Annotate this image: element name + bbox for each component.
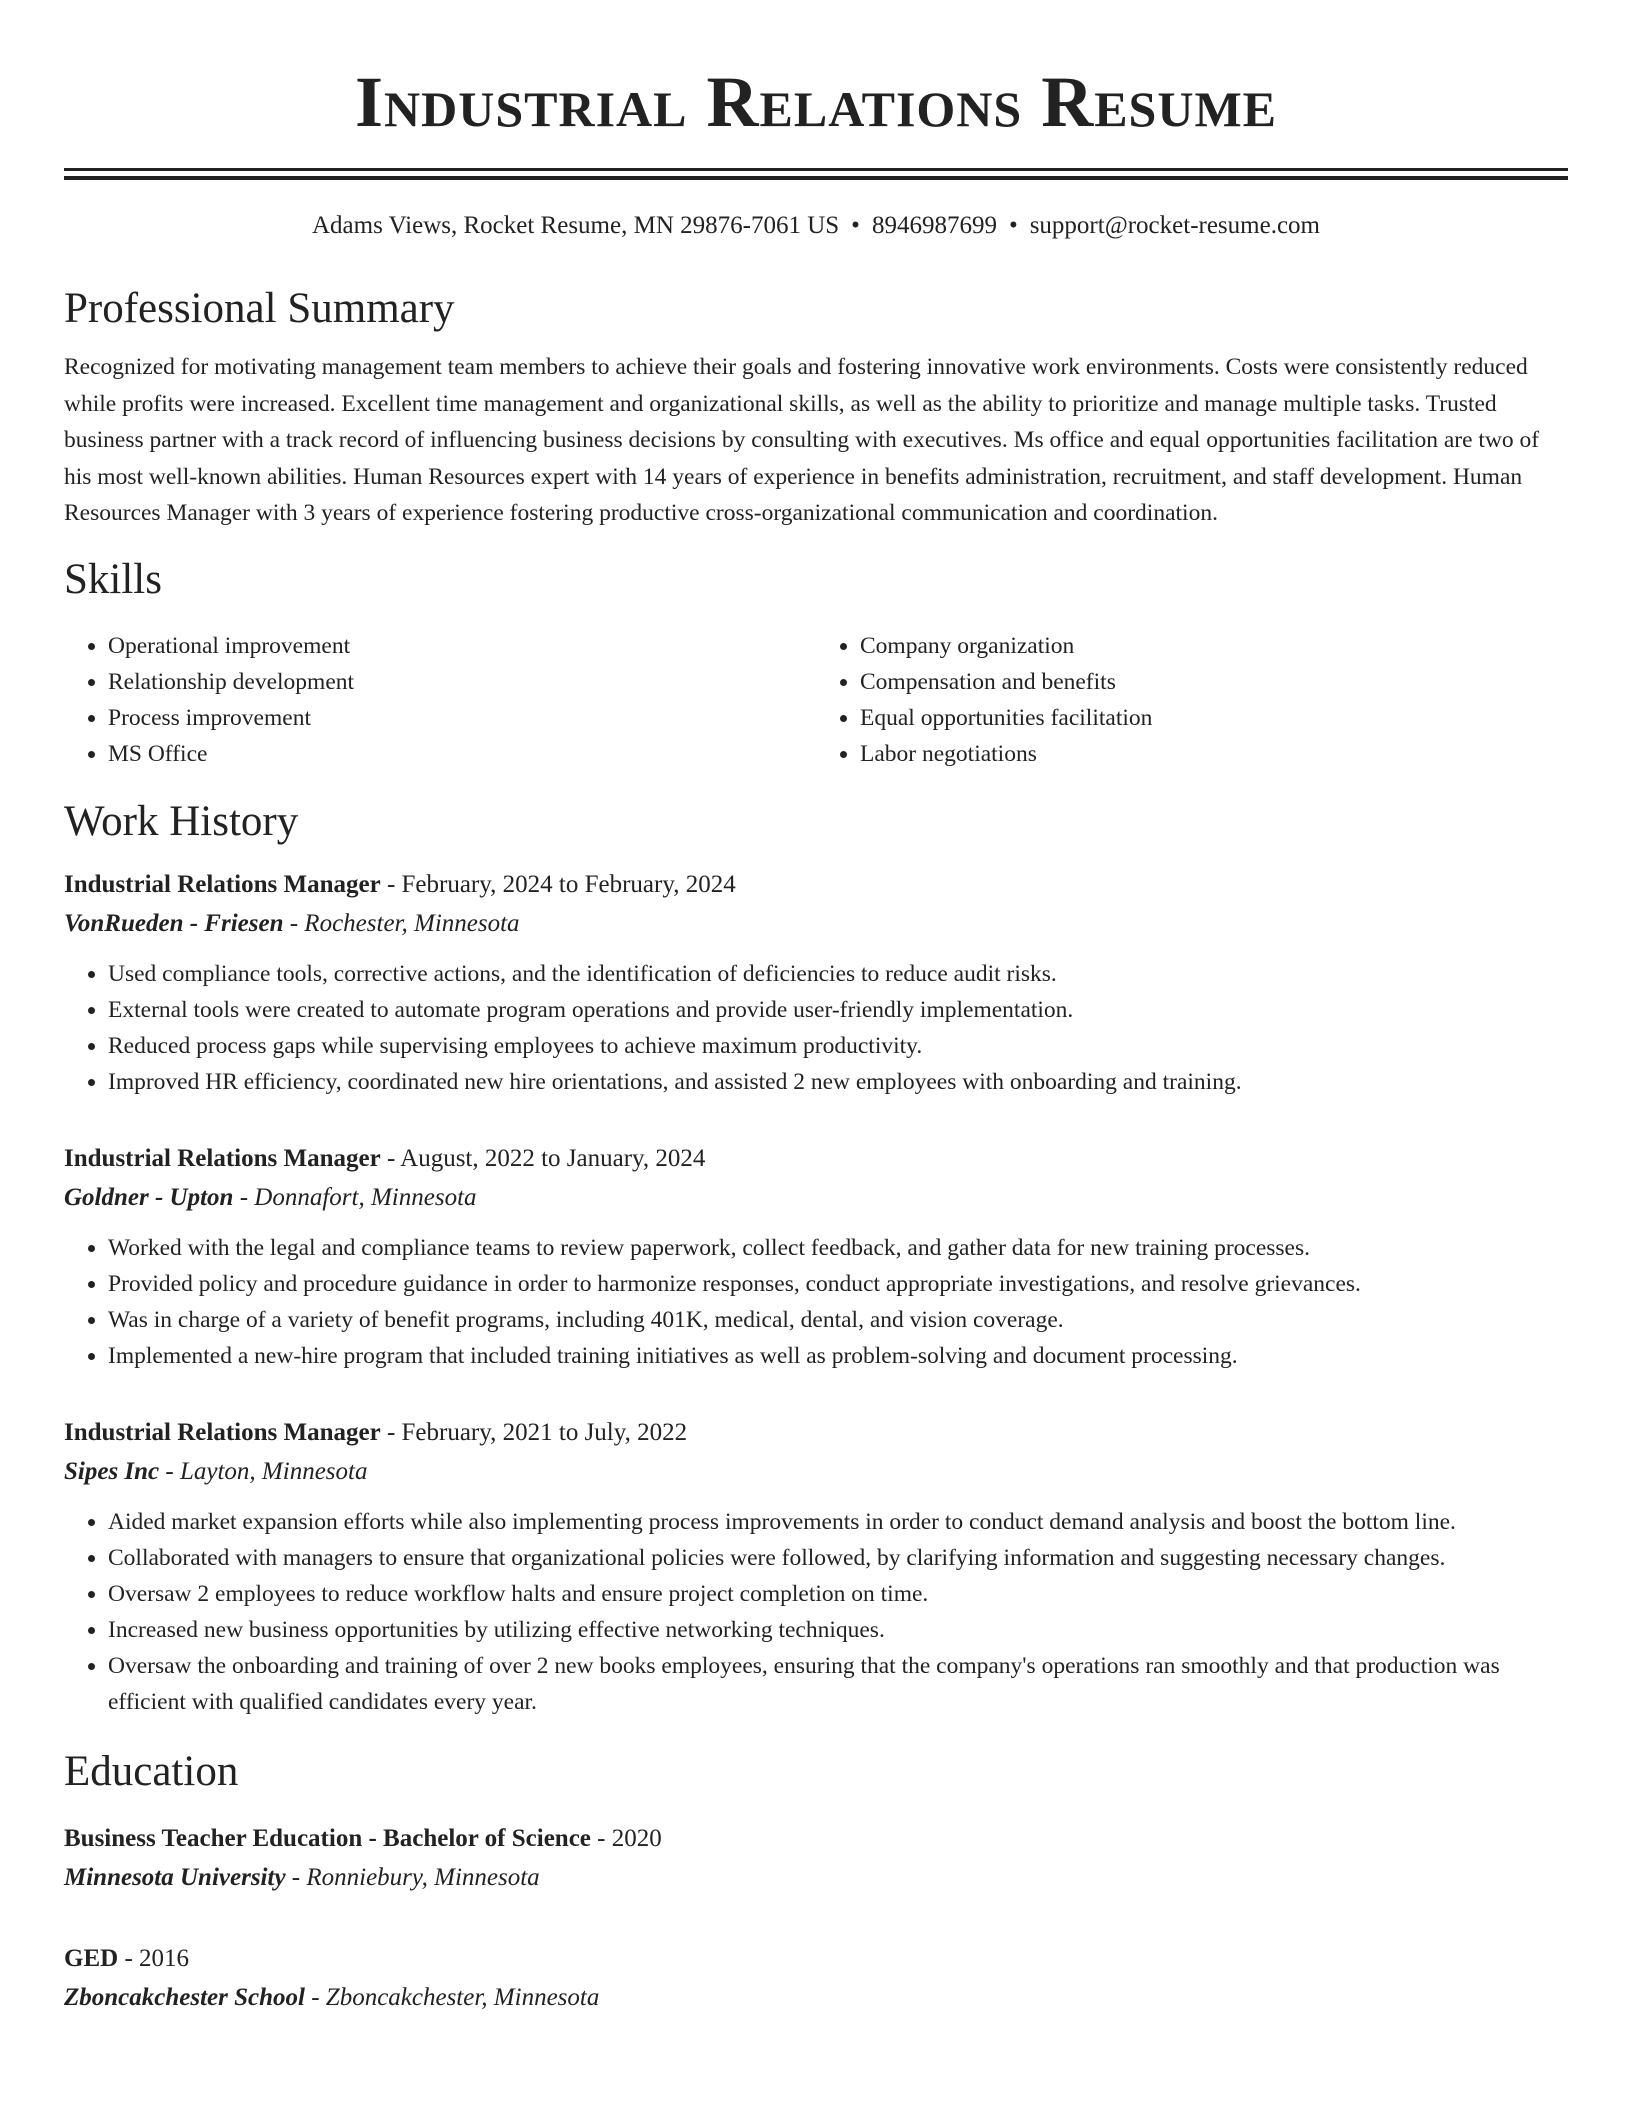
job-bullets	[64, 956, 1568, 1100]
job-entry	[64, 866, 1568, 1100]
job-bullet: • External tools were created to automate program operations and provide user-friendly implementation.	[108, 992, 1568, 1028]
job-bullet: • Provided policy and procedure guidance in order to harmonize responses, conduct appropriate investigations, and resolve grievances.	[108, 1266, 1568, 1302]
skills-column-right	[816, 628, 1568, 772]
job-company-line	[64, 1178, 1568, 1218]
resume-title: Industrial Relations Resume	[354, 62, 1278, 142]
school: Zboncakchester School	[64, 1983, 305, 2011]
job-bullets	[64, 1230, 1568, 1374]
school: Minnesota University	[64, 1863, 286, 1891]
job-entry	[64, 1414, 1568, 1720]
job-company: VonRueden - Friesen	[64, 909, 284, 937]
job-company: Goldner - Upton	[64, 1183, 234, 1211]
job-bullet: • Used compliance tools, corrective actions, and the identification of deficiencies to reduce audit risks.	[108, 956, 1568, 992]
school-location: - Ronniebury, Minnesota	[285, 1863, 540, 1891]
contact-line	[64, 209, 1568, 243]
skill-item: • Operational improvement	[108, 628, 816, 664]
job-title: Industrial Relations Manager	[64, 1418, 381, 1446]
job-dates: - February, 2021 to July, 2022	[380, 1418, 688, 1446]
job-bullet: • Implemented a new-hire program that included training initiatives as well as problem-solving and document processing.	[108, 1338, 1568, 1374]
contact-separator: •	[1008, 212, 1018, 239]
job-bullets	[64, 1504, 1568, 1720]
degree-line	[64, 1940, 1568, 1978]
job-dates: - February, 2024 to February, 2024	[380, 870, 736, 898]
job-bullet: • Oversaw the onboarding and training of over 2 new books employees, ensuring that the company's operations ran smoothly and that production was efficient with qualified candidates every year.	[108, 1648, 1568, 1720]
skill-item: • Relationship development	[108, 664, 816, 700]
summary-heading: Professional Summary	[64, 285, 455, 332]
school-line	[64, 1978, 1568, 2018]
job-entry	[64, 1140, 1568, 1374]
skills-column-left	[64, 628, 816, 772]
summary-text: Recognized for motivating management team members to achieve their goals and fostering innovative work environments. Costs were consistently reduced while profits were increased. Excellent time management and organizational skills, as well as the ability to prioritize and manage multiple tasks. Trusted business partner with a track record of influencing business decisions by consulting with executives. Ms office and equal opportunities facilitation are two of his most well-known abilities. Human Resources expert with 14 years of experience in benefits administration, recruitment, and staff development. Human Resources Manager with 3 years of experience fostering productive cross-organizational communication and coordination.	[64, 354, 1540, 526]
degree-line	[64, 1820, 1568, 1858]
job-bullet: • Worked with the legal and compliance teams to review paperwork, collect feedback, and gather data for new training processes.	[108, 1230, 1568, 1266]
contact-address: Adams Views, Rocket Resume, MN 29876-7061 US	[311, 212, 840, 239]
job-title-line	[64, 1414, 1568, 1452]
degree: Business Teacher Education - Bachelor of Science	[64, 1824, 591, 1852]
degree: GED	[64, 1944, 119, 1972]
job-company: Sipes Inc	[64, 1457, 160, 1485]
job-location: - Layton, Minnesota	[159, 1457, 368, 1485]
skill-item: • Process improvement	[108, 700, 816, 736]
school-location: - Zboncakchester, Minnesota	[304, 1983, 600, 2011]
job-bullet: • Was in charge of a variety of benefit programs, including 401K, medical, dental, and vision coverage.	[108, 1302, 1568, 1338]
job-title-line	[64, 866, 1568, 904]
education-entry	[64, 1940, 1568, 2018]
job-dates: - August, 2022 to January, 2024	[380, 1144, 706, 1172]
education-heading: Education	[64, 1747, 239, 1795]
skill-item: • MS Office	[108, 736, 816, 772]
title-divider	[64, 168, 1568, 171]
school-line	[64, 1858, 1568, 1898]
skill-item: • Labor negotiations	[860, 736, 1568, 772]
contact-email: support@rocket-resume.com	[1029, 212, 1320, 239]
job-company-line	[64, 1452, 1568, 1492]
job-title: Industrial Relations Manager	[64, 1144, 381, 1172]
job-bullet: • Oversaw 2 employees to reduce workflow halts and ensure project completion on time.	[108, 1576, 1568, 1612]
skills-heading: Skills	[64, 555, 162, 603]
job-bullet: • Reduced process gaps while supervising employees to achieve maximum productivity.	[108, 1028, 1568, 1064]
job-title: Industrial Relations Manager	[64, 870, 381, 898]
skill-item: • Compensation and benefits	[860, 664, 1568, 700]
job-bullet: • Increased new business opportunities by utilizing effective networking techniques.	[108, 1612, 1568, 1648]
contact-separator: •	[851, 212, 860, 239]
skill-item: • Equal opportunities facilitation	[860, 700, 1568, 736]
job-title-line	[64, 1140, 1568, 1178]
skills-grid	[64, 628, 1568, 772]
job-company-line	[64, 904, 1568, 944]
skill-item: • Company organization	[860, 628, 1568, 664]
job-location: - Donnafort, Minnesota	[233, 1183, 477, 1211]
graduation-year: - 2016	[118, 1944, 190, 1972]
graduation-year: - 2020	[590, 1824, 662, 1852]
job-location: - Rochester, Minnesota	[283, 909, 520, 937]
contact-phone: 8946987699	[871, 212, 997, 239]
job-bullet: • Aided market expansion efforts while also implementing process improvements in order to conduct demand analysis and boost the bottom line.	[108, 1504, 1568, 1540]
work-history-heading: Work History	[64, 797, 299, 845]
job-bullet: • Improved HR efficiency, coordinated new hire orientations, and assisted 2 new employees with onboarding and training.	[108, 1064, 1568, 1100]
job-bullet: • Collaborated with managers to ensure that organizational policies were followed, by clarifying information and suggesting necessary changes.	[108, 1540, 1568, 1576]
education-entry	[64, 1820, 1568, 1898]
